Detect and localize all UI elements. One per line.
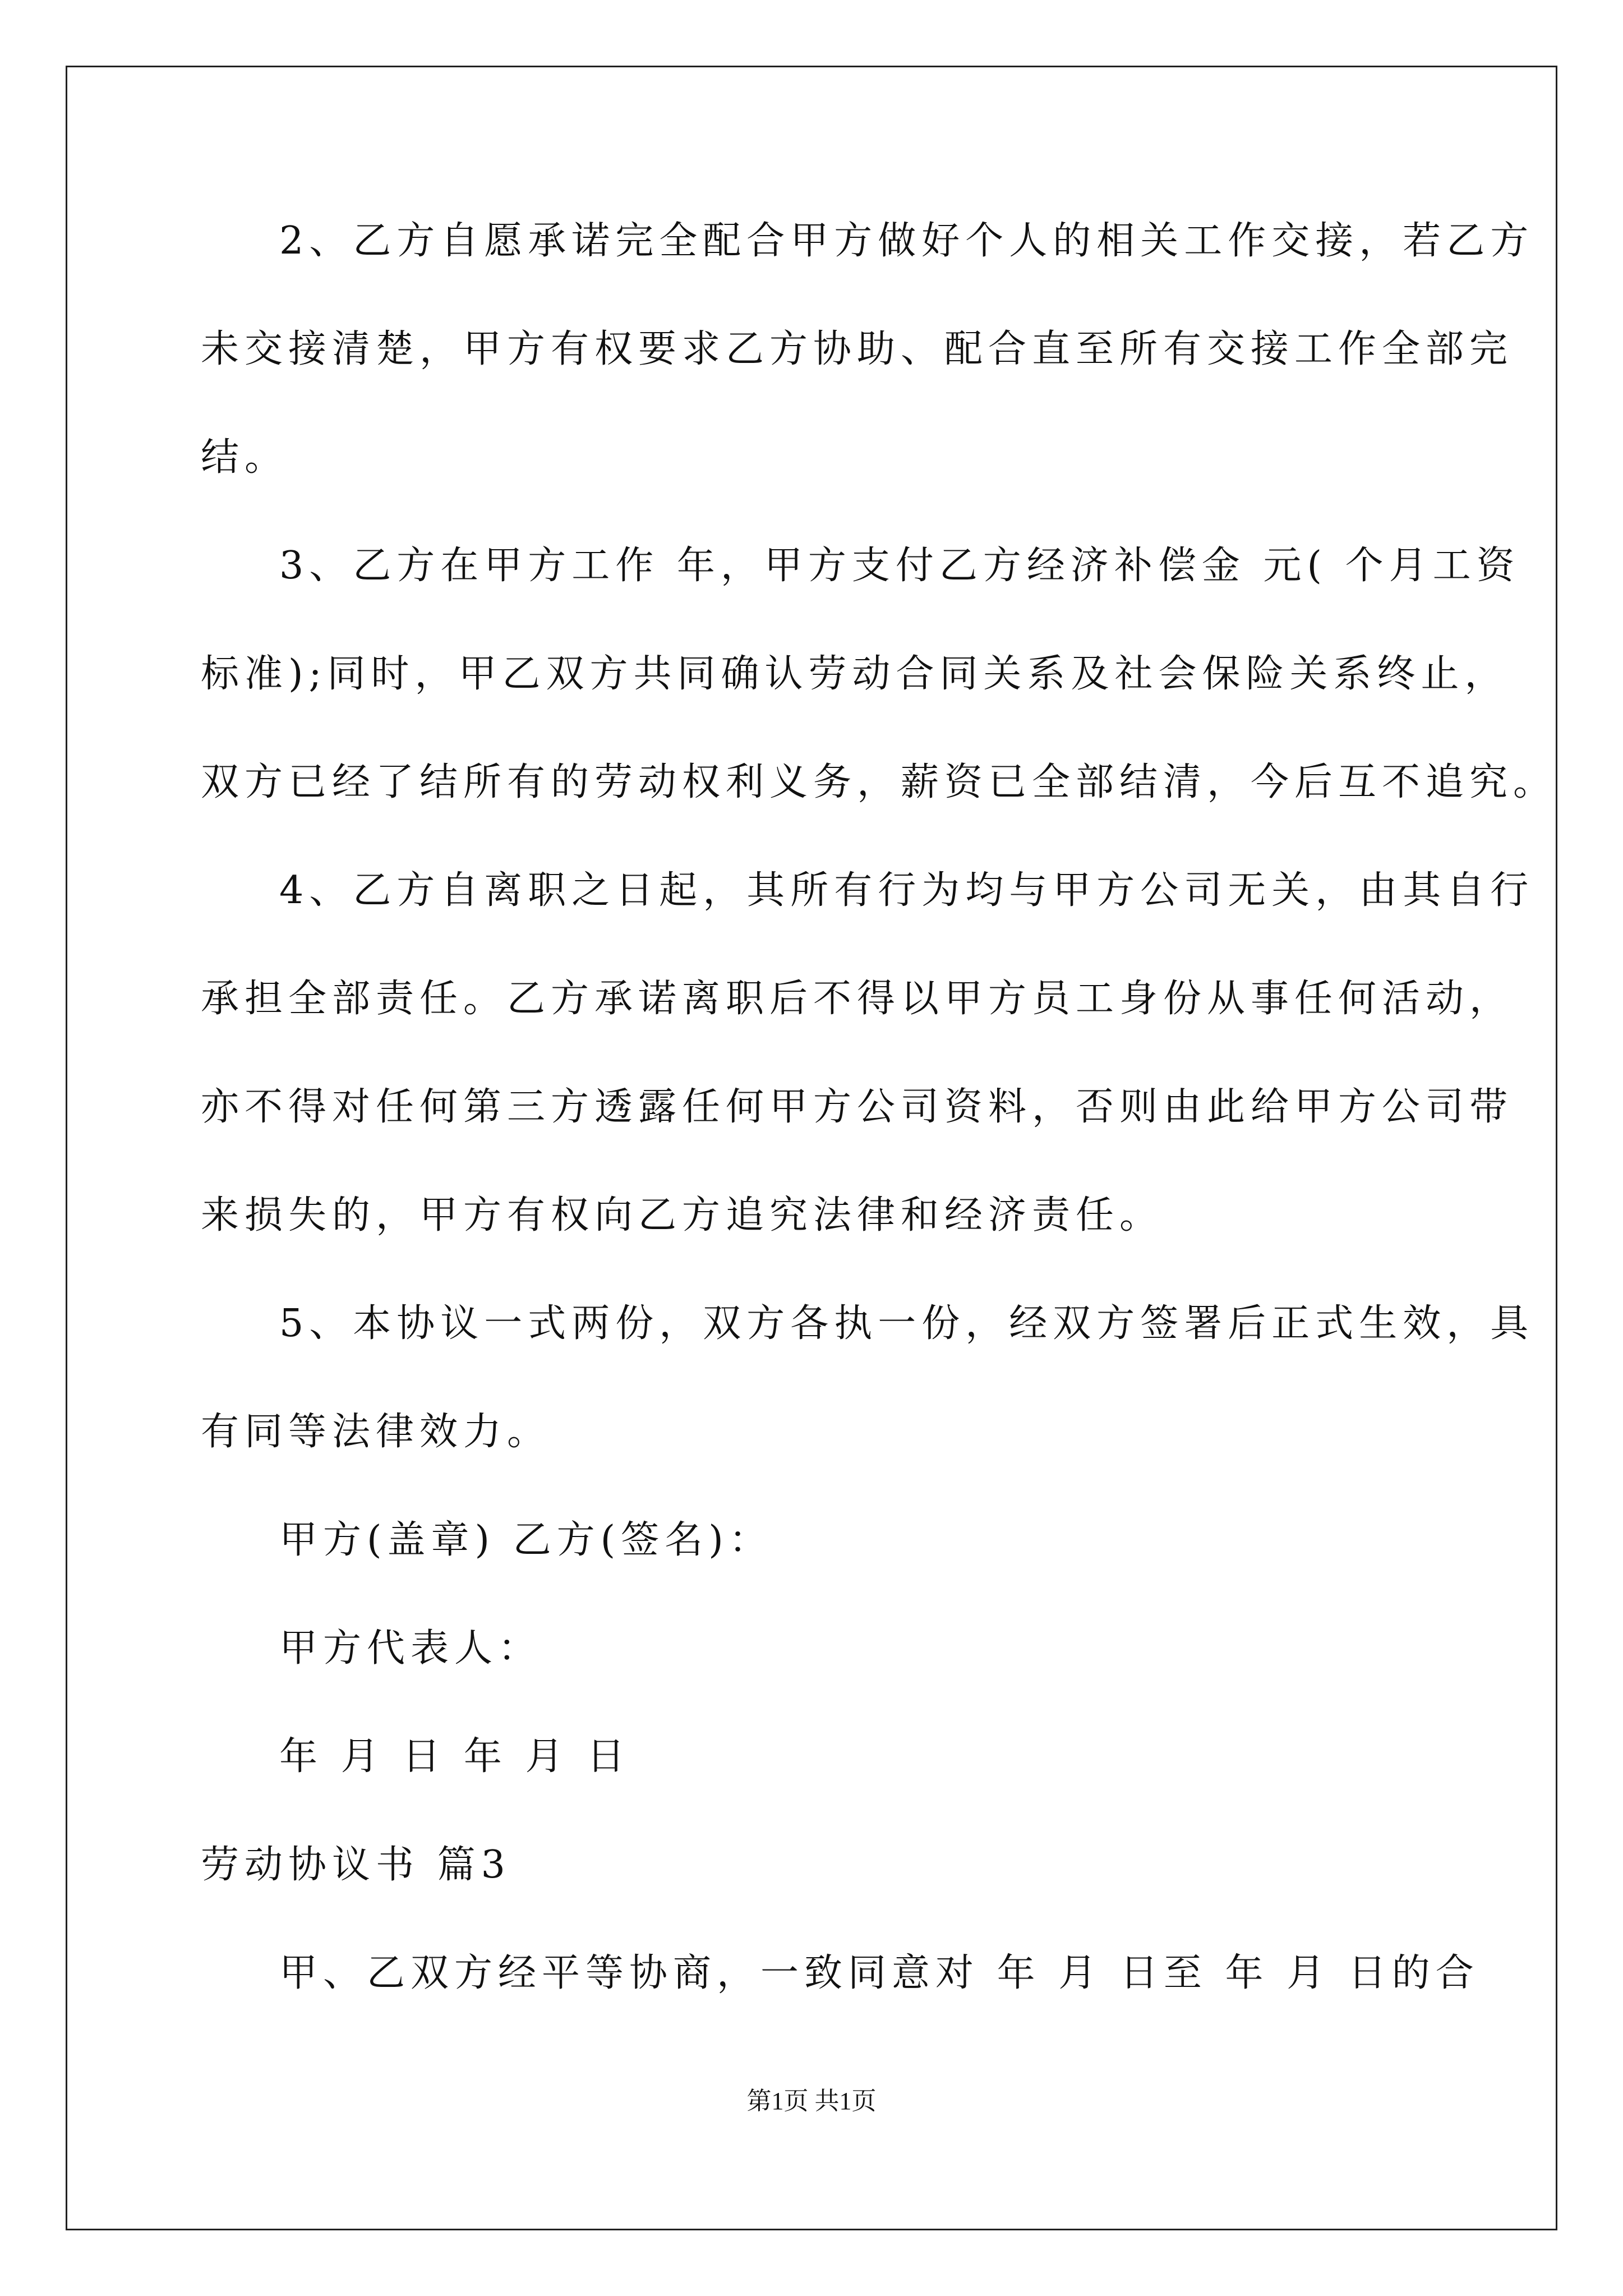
paragraph-4-line-4: 来损失的，甲方有权向乙方追究法律和经济责任。: [201, 1193, 1164, 1237]
party-a-representative: 甲方代表人：: [279, 1626, 542, 1671]
paragraph-2-line-1: 2、乙方自愿承诺完全配合甲方做好个人的相关工作交接，若乙方: [279, 219, 1534, 263]
page-footer: 第1页 共1页: [746, 2087, 877, 2115]
paragraph-5-line-1: 5、本协议一式两份，双方各执一份，经双方签署后正式生效，具: [279, 1301, 1534, 1346]
paragraph-4-line-1: 4、乙方自离职之日起，其所有行为均与甲方公司无关，由其自行: [279, 868, 1534, 913]
paragraph-2-line-2: 未交接清楚，甲方有权要求乙方协助、配合直至所有交接工作全部完: [201, 327, 1514, 371]
signature-dates: 年 月 日 年 月 日: [279, 1734, 631, 1779]
paragraph-2-line-3: 结。: [201, 435, 289, 480]
paragraph-4-line-2: 承担全部责任。乙方承诺离职后不得以甲方员工身份从事任何活动，: [201, 977, 1514, 1021]
signature-parties: 甲方(盖章) 乙方(签名)：: [279, 1518, 773, 1562]
section-heading: 劳动协议书 篇3: [201, 1843, 511, 1887]
paragraph-4-line-3: 亦不得对任何第三方透露任何甲方公司资料，否则由此给甲方公司带: [201, 1085, 1514, 1129]
paragraph-3-line-2: 标准);同时，甲乙双方共同确认劳动合同关系及社会保险关系终止，: [201, 652, 1509, 696]
paragraph-5-line-2: 有同等法律效力。: [201, 1410, 551, 1454]
section-3-line-1: 甲、乙双方经平等协商，一致同意对 年 月 日至 年 月 日的合: [279, 1951, 1479, 1995]
paragraph-3-line-3: 双方已经了结所有的劳动权利义务，薪资已全部结清，今后互不追究。: [201, 760, 1557, 804]
page-border: [66, 66, 1557, 2230]
paragraph-3-line-1: 3、乙方在甲方工作 年，甲方支付乙方经济补偿金 元( 个月工资: [279, 544, 1520, 588]
